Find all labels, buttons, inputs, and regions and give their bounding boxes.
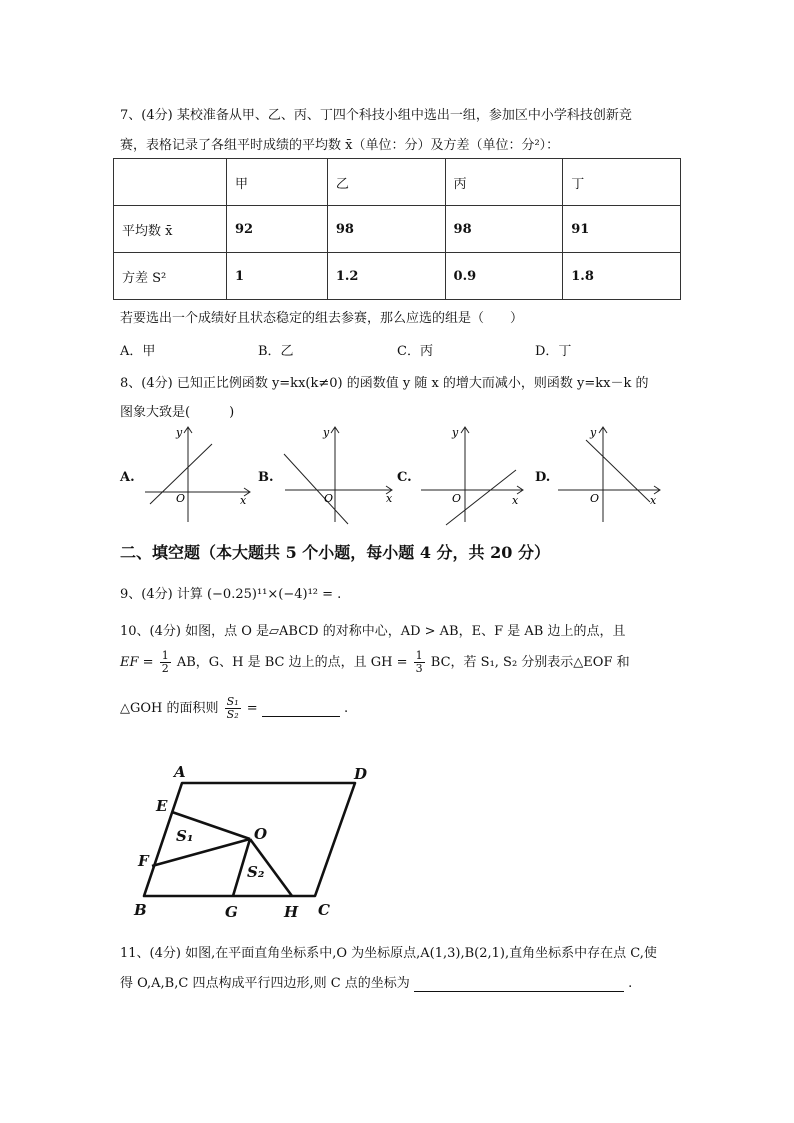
region-s2-label: S₂ — [247, 863, 265, 881]
q10-line2 — [120, 650, 630, 675]
y-label: y — [323, 426, 330, 439]
q11-line2-text: 得 O,A,B,C 四点构成平行四边形,则 C 点的坐标为 — [120, 976, 410, 991]
section-title: 二、填空题（本大题共 5 个小题，每小题 4 分，共 20 分） — [120, 543, 550, 562]
y-label: y — [452, 426, 459, 439]
x-label: x — [512, 494, 519, 507]
table-header: 乙 — [327, 159, 445, 206]
y-label: y — [176, 426, 183, 439]
q9-prefix: 9、(4分) 计算 — [120, 587, 203, 602]
point-d-label: D — [354, 765, 368, 783]
q8-line1: 8、(4分) 已知正比例函数 y=kx(k≠0) 的函数值 y 随 x 的增大而减小，则函数 y=kx－k 的 — [120, 376, 649, 391]
table-cell — [114, 159, 227, 206]
q10-line3 — [120, 696, 348, 721]
q8-option-d: D. — [535, 470, 551, 485]
q10-line2-mid: AB，G、H 是 BC 边上的点，且 GH = — [176, 655, 408, 670]
point-b-label: B — [134, 901, 147, 919]
region-s1-label: S₁ — [176, 827, 194, 845]
q11-end: . — [628, 976, 633, 991]
point-a-label: A — [174, 763, 186, 781]
q9-line — [120, 583, 341, 602]
point-g-label: G — [225, 903, 238, 921]
q7-line2: 赛，表格记录了各组平时成绩的平均数 x̄（单位：分）及方差（单位：分²）： — [120, 138, 560, 153]
frac-num: S₁ — [226, 695, 239, 708]
q7-question: 若要选出一个成绩好且状态稳定的组去参赛，那么应选的组是（ ） — [120, 311, 524, 326]
q8-option-c: C. — [397, 470, 412, 485]
q7-option-c: C．丙 — [397, 344, 433, 359]
q9-suffix: . — [337, 587, 342, 602]
table-header: 丁 — [563, 159, 681, 206]
q11-line1: 11、(4分) 如图,在平面直角坐标系中,O 为坐标原点,A(1,3),B(2,1),直角坐标系中存在点 C,使 — [120, 946, 657, 961]
frac-den: S₂ — [226, 708, 239, 721]
origin-label: O — [176, 492, 186, 505]
point-f-label: F — [138, 852, 149, 870]
score-table — [113, 158, 681, 300]
parallelogram-figure — [130, 755, 390, 930]
graph-b — [280, 422, 395, 527]
frac-num: 1 — [415, 649, 423, 662]
point-h-label: H — [284, 903, 299, 921]
q10-equals: = — [246, 701, 258, 716]
table-cell: 1.2 — [327, 253, 445, 300]
table-row — [114, 206, 681, 253]
frac-den: 2 — [161, 662, 169, 675]
x-label: x — [240, 494, 247, 507]
point-c-label: C — [318, 901, 330, 919]
table-row — [114, 253, 681, 300]
q7-line1: 7、(4分) 某校准备从甲、乙、丙、丁四个科技小组中选出一组，参加区中小学科技创新竞 — [120, 108, 632, 123]
table-cell: 98 — [327, 206, 445, 253]
q10-end: . — [343, 701, 349, 716]
x-label: x — [650, 494, 657, 507]
segment-fo — [152, 839, 250, 866]
q10-line1: 10、(4分) 如图，点 O 是▱ABCD 的对称中心，AD > AB，E、F 是 AB 边上的点，且 — [120, 624, 626, 639]
point-e-label: E — [156, 797, 168, 815]
origin-label: O — [324, 492, 334, 505]
table-cell: 1.8 — [563, 253, 681, 300]
row-label: 方差 S² — [114, 253, 227, 300]
q11-answer-blank[interactable] — [414, 976, 624, 992]
table-cell: 1 — [227, 253, 328, 300]
point-o-label: O — [254, 825, 268, 843]
q10-ef-label: EF = — [120, 655, 154, 670]
fraction-third — [414, 650, 425, 675]
q7-option-d: D．丁 — [535, 344, 572, 359]
origin-label: O — [590, 492, 600, 505]
q8-line2: 图象大致是( ) — [120, 405, 235, 420]
frac-num: 1 — [161, 649, 169, 662]
table-header: 丙 — [445, 159, 563, 206]
table-header: 甲 — [227, 159, 328, 206]
q10-line3-start: △GOH 的面积则 — [120, 701, 219, 716]
q10-line2-end: BC，若 S₁, S₂ 分别表示△EOF 和 — [430, 655, 630, 670]
graph-a — [140, 422, 255, 527]
origin-label: O — [452, 492, 462, 505]
q9-expression: (−0.25)¹¹×(−4)¹² = — [206, 587, 334, 602]
q10-answer-blank[interactable] — [262, 701, 340, 717]
frac-den: 3 — [415, 662, 423, 675]
table-header-row — [114, 159, 681, 206]
table-cell: 92 — [227, 206, 328, 253]
x-label: x — [386, 492, 393, 505]
table-cell: 91 — [563, 206, 681, 253]
table-cell: 0.9 — [445, 253, 563, 300]
fraction-half — [160, 650, 171, 675]
graph-d — [556, 422, 666, 527]
y-label: y — [590, 426, 597, 439]
table-cell: 98 — [445, 206, 563, 253]
q7-option-a: A．甲 — [120, 344, 156, 359]
graph-c — [418, 422, 533, 527]
q11-line2 — [120, 972, 632, 992]
q8-option-a: A. — [120, 470, 135, 485]
q7-option-b: B．乙 — [258, 344, 294, 359]
function-line — [284, 454, 348, 524]
fraction-s1-s2 — [225, 696, 241, 721]
q8-option-b: B. — [258, 470, 274, 485]
row-label: 平均数 x̄ — [114, 206, 227, 253]
